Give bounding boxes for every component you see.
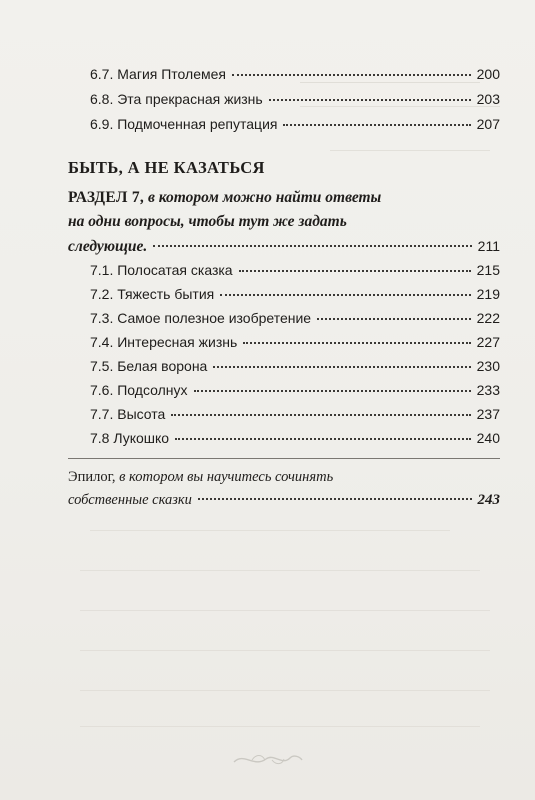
toc-entry-label: 6.8. Эта прекрасная жизнь xyxy=(90,91,263,107)
leader-dots xyxy=(239,269,471,272)
toc-entry-label: 7.3. Самое полезное изобретение xyxy=(90,310,312,326)
toc-entry[interactable] xyxy=(90,406,500,422)
chapter-page: 211 xyxy=(477,238,500,254)
leader-dots xyxy=(243,341,470,344)
toc-entry-page: 215 xyxy=(476,262,500,278)
toc-entry-page: 233 xyxy=(476,382,500,398)
section-title: БЫТЬ, А НЕ КАЗАТЬСЯ xyxy=(68,158,265,177)
leader-dots xyxy=(171,413,470,416)
leader-dots xyxy=(220,293,470,296)
leader-dots xyxy=(317,317,471,320)
bleed-through-mark xyxy=(80,716,480,727)
leader-dots xyxy=(175,437,471,440)
chapter-prefix: РАЗДЕЛ 7, xyxy=(68,189,145,206)
toc-entry-page: 203 xyxy=(476,91,500,107)
flourish-ornament-icon xyxy=(232,748,304,770)
toc-entry-page: 227 xyxy=(476,334,500,350)
bleed-through-mark xyxy=(80,640,490,651)
leader-dots xyxy=(283,123,470,126)
bleed-through-mark xyxy=(330,140,490,151)
toc-entry-label: 7.2. Тяжесть бытия xyxy=(90,286,215,302)
toc-entry-page: 230 xyxy=(476,358,500,374)
bleed-through-mark xyxy=(90,520,450,531)
chapter-line-2: на одни вопросы, чтобы тут же задать xyxy=(68,213,347,230)
chapter-heading[interactable] xyxy=(68,186,500,259)
leader-dots xyxy=(213,365,470,368)
bleed-through-mark xyxy=(80,600,490,611)
chapter-subtitle-italic: в котором можно найти ответы xyxy=(147,189,382,206)
toc-entry-label: 7.7. Высота xyxy=(90,406,166,422)
leader-dots xyxy=(269,98,471,101)
toc-entry[interactable] xyxy=(90,430,500,446)
toc-entry-label: 6.7. Магия Птолемея xyxy=(90,66,226,82)
leader-dots xyxy=(232,73,471,76)
toc-entry[interactable] xyxy=(90,66,500,82)
toc-entry[interactable] xyxy=(90,358,500,374)
toc-entry[interactable] xyxy=(90,91,500,107)
toc-entry[interactable] xyxy=(90,382,500,398)
leader-dots xyxy=(194,389,471,392)
toc-entry-label: 7.8 Лукошко xyxy=(90,430,170,446)
bleed-through-mark xyxy=(80,680,490,691)
toc-entry[interactable] xyxy=(90,334,500,350)
toc-entry-page: 200 xyxy=(476,66,500,82)
epilogue-line-2-text: собственные сказки xyxy=(68,492,192,508)
toc-entry[interactable] xyxy=(90,262,500,278)
epilogue-line-1 xyxy=(68,466,500,489)
toc-entry-page: 219 xyxy=(476,286,500,302)
toc-entry-label: 7.5. Белая ворона xyxy=(90,358,208,374)
toc-entry-page: 237 xyxy=(476,406,500,422)
toc-entry-label: 7.4. Интересная жизнь xyxy=(90,334,238,350)
toc-entry-label: 7.6. Подсолнух xyxy=(90,382,188,398)
toc-entry-page: 222 xyxy=(476,310,500,326)
toc-entry[interactable] xyxy=(90,116,500,132)
epilogue-entry[interactable] xyxy=(68,466,500,512)
toc-entry[interactable] xyxy=(90,310,500,326)
bleed-through-mark xyxy=(80,560,480,571)
toc-entry-page: 207 xyxy=(476,116,500,132)
epilogue-subtitle-italic: в котором вы научитесь сочинять xyxy=(119,469,334,485)
chapter-line-3-text: следующие. xyxy=(68,238,148,255)
toc-entry-label: 6.9. Подмоченная репутация xyxy=(90,116,278,132)
toc-entry-label: 7.1. Полосатая сказка xyxy=(90,262,233,278)
chapter-line-3 xyxy=(68,234,500,259)
divider-line xyxy=(68,458,500,459)
epilogue-page: 243 xyxy=(477,492,500,508)
chapter-line-1 xyxy=(68,186,500,210)
leader-dots xyxy=(153,245,471,247)
toc-entry-page: 240 xyxy=(476,430,500,446)
leader-dots xyxy=(198,498,472,500)
epilogue-line-2 xyxy=(68,489,500,512)
toc-entry[interactable] xyxy=(90,286,500,302)
epilogue-prefix: Эпилог, xyxy=(68,469,116,485)
